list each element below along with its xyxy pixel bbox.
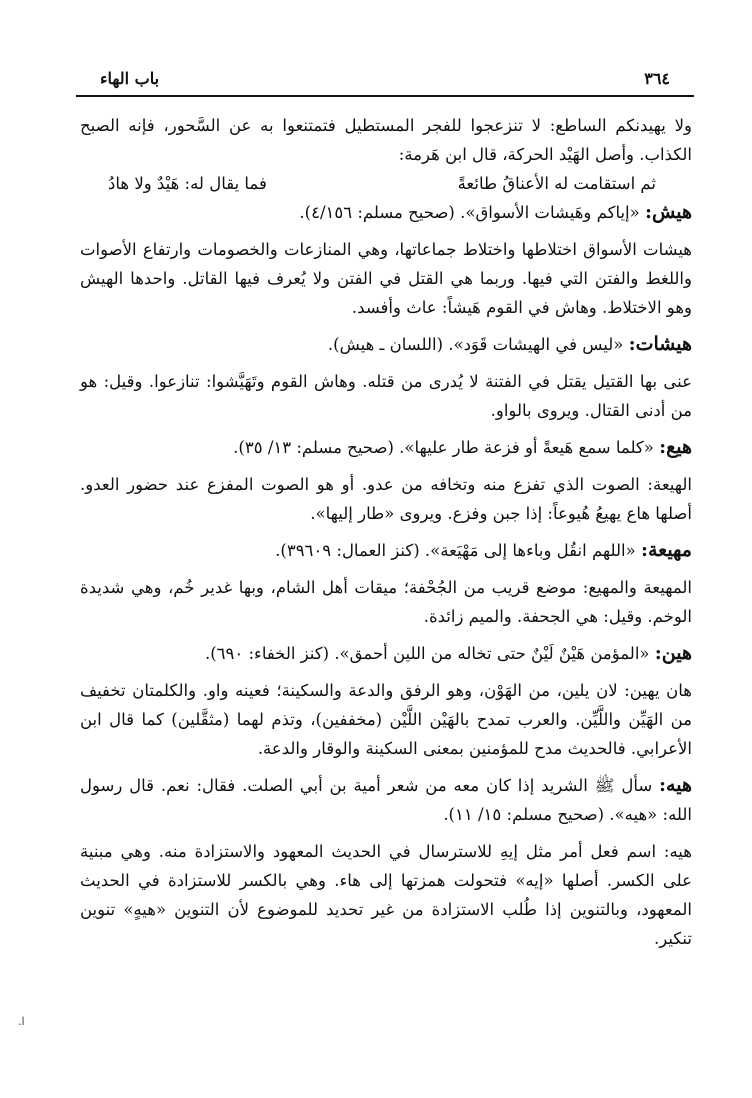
entry-line [80, 536, 692, 565]
header-rule [76, 95, 694, 97]
poem-hemistich-first: ثم استقامت له الأعناقُ طائعةً [457, 174, 656, 193]
entry-line [80, 198, 692, 227]
page-body [80, 111, 692, 953]
headword: هيع: [659, 436, 692, 458]
entry-line [80, 771, 692, 829]
paragraph: هيه: اسم فعل أمر مثل إيهِ للاسترسال في الحديث المعهود والاستزادة منه. وهي مبنية على الكسر. أصلها «إيه» فتحولت همزتها إلى هاء. وهي بالكسر للاستزادة في الحديث المعهود، وبالتنوين إذا طُلب الاستزادة من غير تحديد للموضوع لأن التنوين «هيهٍ» تنوين تنكير. [80, 842, 692, 948]
entry-line [80, 433, 692, 462]
page-header [100, 66, 670, 90]
paragraph: هيشات الأسواق اختلاطها واختلاط جماعاتها، وهي المنازعات والخصومات وارتفاع الأصوات واللغط والفتن التي فيها. وربما هي القتل في الفتن ولا يُعرف فيها القاتل. واحدها الهيش وهو الاختلاط. وهاش في القوم هَيشاً: عاث وأفسد. [80, 240, 692, 317]
edge-mark: ا. [18, 1015, 25, 1028]
paragraph: هان يهين: لان يلين، من الهَوْن، وهو الرفق والدعة والسكينة؛ فعينه واو. والكلمتان تخفيف من الهَيِّن واللَّيِّن. والعرب تمدح بالهَيْن اللَّيْن (مخففين)، وتذم لهما (مثقَّلين) كما قال ابن الأعرابي. فالحديث مدح للمؤمنين بمعنى السكينة والوقار والدعة. [80, 681, 692, 758]
chapter-title: باب الهاء [100, 68, 160, 88]
paragraph: الهيعة: الصوت الذي تفزع منه وتخافه من عدو. أو هو الصوت المفزع عند حضور العدو. أصلها هاع يهيعُ هُيوعاً: إذا جبن وفزع. ويروى «طار إليها». [80, 475, 692, 523]
entry-citation: «اللهم انقُل وباءها إلى مَهْيَعة». (كنز العمال: ٣٩٦٠٩). [275, 541, 641, 560]
poem-verse [80, 169, 692, 198]
entry-citation: «إياكم وهَيشات الأسواق». (صحيح مسلم: ٤/١٥٦). [299, 203, 645, 222]
entry-line [80, 330, 692, 359]
paragraph: عنى بها القتيل يقتل في الفتنة لا يُدرى من قتله. وهاش القوم وتَهَيَّشوا: تنازعوا. وقيل: هو من أدنى القتال. ويروى بالواو. [80, 372, 692, 420]
entry-citation: سأل ﷺ الشريد إذا كان معه من شعر أمية بن أبي الصلت. فقال: نعم. قال رسول الله: «هيه». (صحيح مسلم: ١٥/ ١١). [80, 776, 692, 824]
entry-line [80, 639, 692, 668]
headword: هيه: [659, 774, 692, 796]
headword: هيش: [645, 201, 692, 223]
paragraph: ولا يهيدنكم الساطع: لا تنزعجوا للفجر المستطيل فتمتنعوا به عن السَّحور، فإنه الصبح الكذاب. وأصل الهَيْد الحركة، قال ابن هَرمة: [80, 116, 692, 164]
entry-citation: «ليس في الهيشات قَوَد». (اللسان ـ هيش). [327, 335, 629, 354]
headword: هين: [654, 642, 692, 664]
headword: مهيعة: [640, 539, 692, 561]
poem-hemistich-second: فما يقال له: هَيْدٌ ولا هادُ [108, 174, 267, 193]
entry-citation: «المؤمن هَيْنٌ لَيْنٌ حتى تخاله من اللين أحمق». (كنز الخفاء: ٦٩٠). [204, 644, 655, 663]
paragraph: المهيعة والمهيع: موضع قريب من الجُحْفة؛ ميقات أهل الشام، وبها غدير خُم، وهي شديدة الوخم. وقيل: هي الجحفة. والميم زائدة. [80, 578, 692, 626]
headword: هيشات: [628, 333, 692, 355]
entry-citation: «كلما سمع هَيعةً أو فزعة طار عليها». (صحيح مسلم: ١٣/ ٣٥). [233, 438, 660, 457]
page-number: ٣٦٤ [644, 68, 670, 88]
